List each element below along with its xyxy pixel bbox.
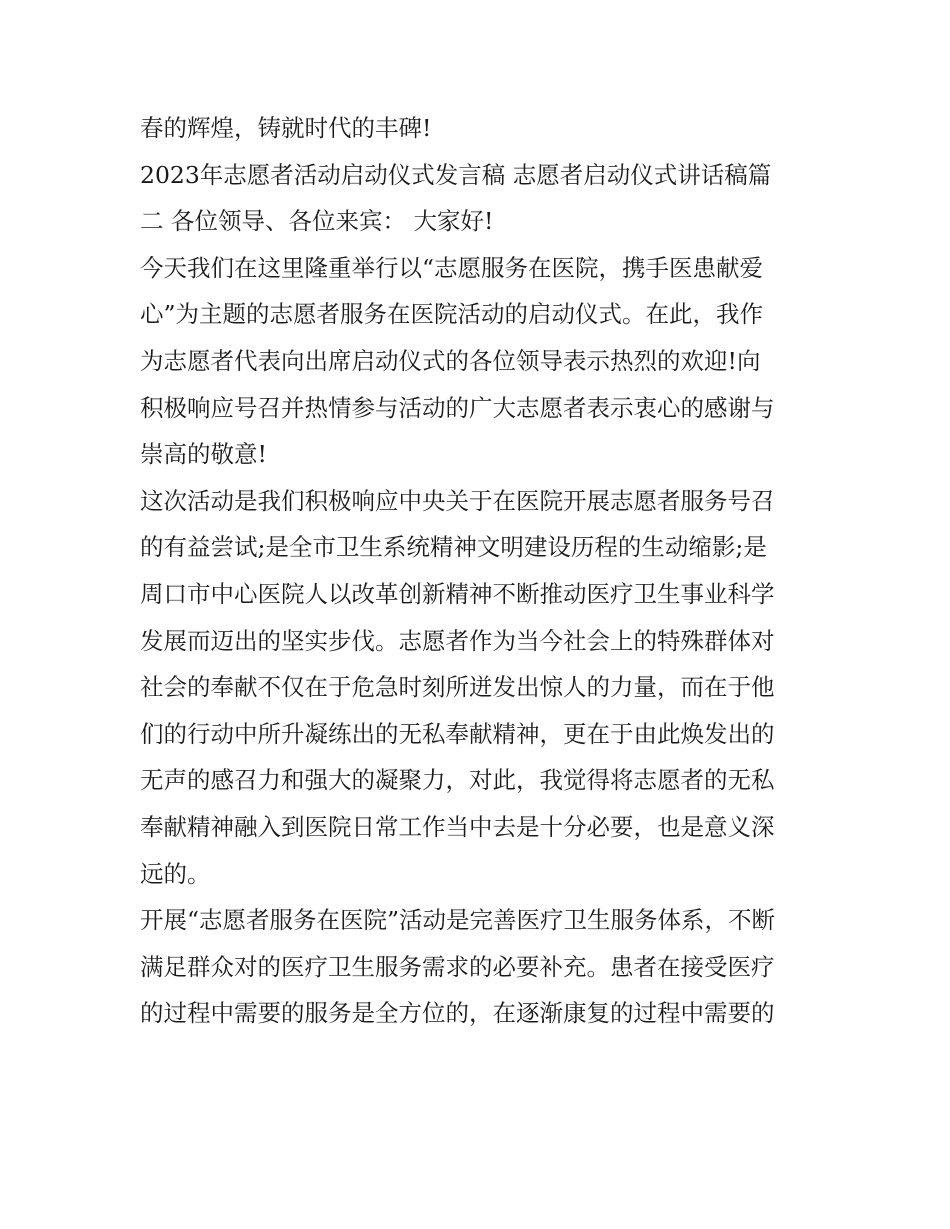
text-line: 的过程中需要的服务是全方位的，在逐渐康复的过程中需要的 [140,999,775,1028]
text-line: 开展“志愿者服务在医院”活动是完善医疗卫生服务体系，不断 [140,906,776,935]
text-line: 满足群众对的医疗卫生服务需求的必要补充。患者在接受医疗 [140,952,775,981]
text-line: 积极响应号召并热情参与活动的广大志愿者表示衷心的感谢与 [140,393,775,422]
text-line: 崇高的敬意! [140,440,267,469]
text-line: 今天我们在这里隆重举行以“志愿服务在医院，携手医患献爱 [140,253,764,282]
text-line: 的有益尝试;是全市卫生系统精神文明建设历程的生动缩影;是 [140,533,767,562]
text-line: 心”为主题的志愿者服务在医院活动的启动仪式。在此，我作 [140,300,764,329]
body-text [140,105,820,1037]
text-line: 社会的奉献不仅在于危急时刻所迸发出惊人的力量，而在于他 [140,673,775,702]
text-line: 周口市中心医院人以改革创新精神不断推动医疗卫生事业科学 [140,579,775,608]
text-line: 2023年志愿者活动启动仪式发言稿 志愿者启动仪式讲话稿篇 [140,160,772,189]
text-line: 们的行动中所升凝练出的无私奉献精神，更在于由此焕发出的 [140,719,775,748]
text-line: 远的。 [140,859,211,888]
text-line: 春的辉煌，铸就时代的丰碑! [140,114,432,142]
text-line: 发展而迈出的坚实步伐。志愿者作为当今社会上的特殊群体对 [140,626,775,655]
text-line: 无声的感召力和强大的凝聚力，对此，我觉得将志愿者的无私 [140,766,775,795]
text-line: 二 各位领导、各位来宾： 大家好! [140,207,494,236]
text-line: 奉献精神融入到医院日常工作当中去是十分必要，也是意义深 [140,812,775,841]
text-line: 这次活动是我们积极响应中央关于在医院开展志愿者服务号召 [140,486,775,515]
text-line: 为志愿者代表向出席启动仪式的各位领导表示热烈的欢迎!向 [140,346,761,375]
